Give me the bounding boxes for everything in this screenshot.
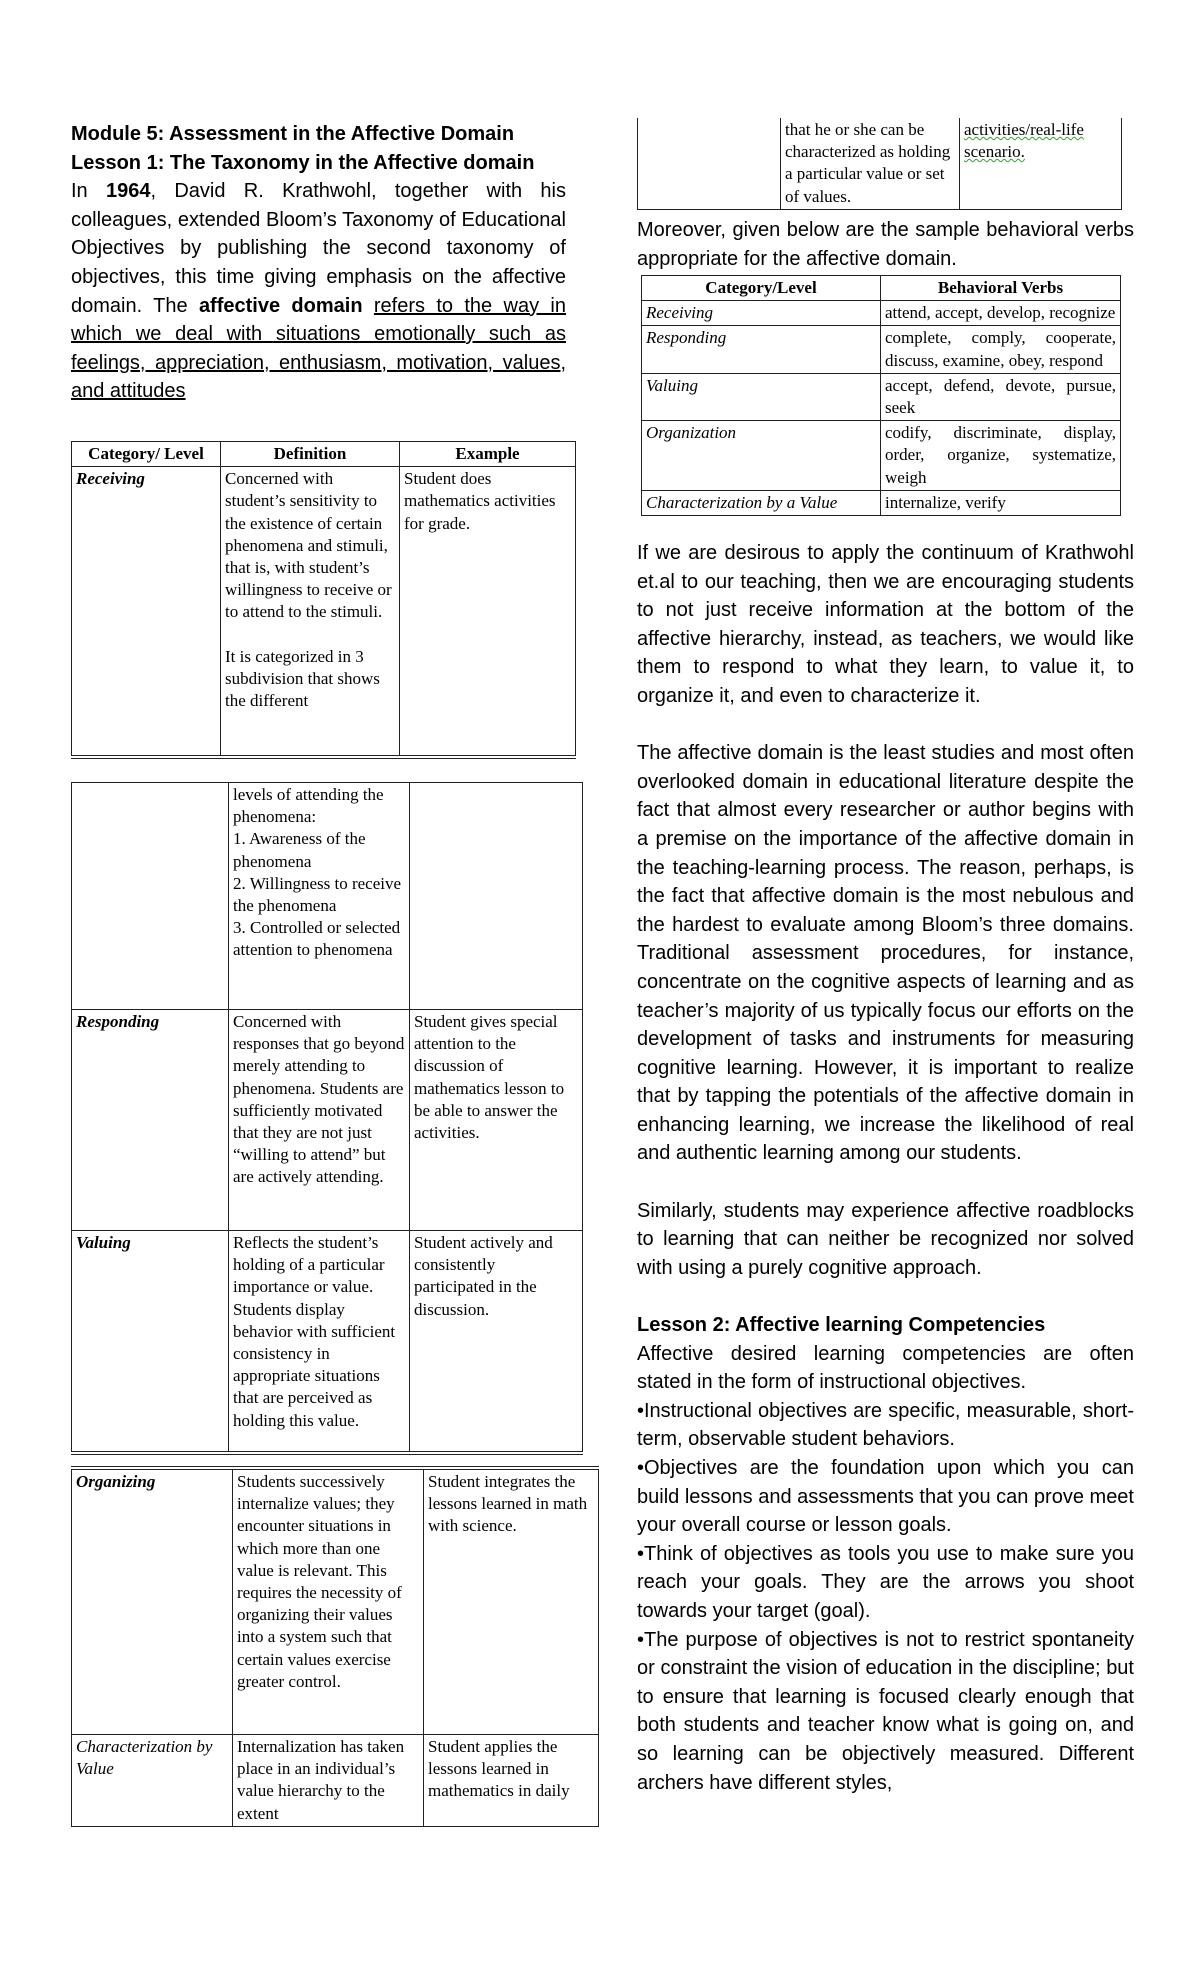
example-characterization: Student applies the lessons learned in mathematics in daily bbox=[424, 1735, 599, 1827]
bullet-2: •Objectives are the foundation upon which you can build lessons and assessments that you can prove meet your overall course or lesson goals. bbox=[637, 1457, 1134, 1537]
example-characterization-cont-text: activities/real-life scenario. bbox=[964, 120, 1084, 162]
verbs-responding: complete, comply, cooperate, discuss, examine, obey, respond bbox=[881, 326, 1121, 373]
verbs-category-organization: Organization bbox=[642, 421, 881, 491]
category-empty-cont bbox=[638, 118, 781, 209]
verbs-table bbox=[641, 275, 1121, 516]
verbs-category-characterization: Characterization by a Value bbox=[642, 490, 881, 515]
verbs-row bbox=[642, 301, 1121, 326]
taxonomy-table-continuation bbox=[637, 118, 1122, 210]
intro-underline: refers to the way in which we deal with situations emotionally such as feelings, appreciation, enthusiasm, motivation, values, and attitudes bbox=[71, 294, 566, 403]
definition-receiving-cont bbox=[229, 783, 410, 1010]
category-organizing: Organizing bbox=[72, 1468, 233, 1735]
receiving-item-1: 1. Awareness of the phenomena bbox=[233, 829, 366, 871]
table-row-characterization-cont bbox=[638, 118, 1122, 209]
definition-organizing-text: Students successively internalize values; they encounter situations in which more than one value is relevant. This requires the necessity of organizing their values into a system such that certain values exercise greater control. bbox=[237, 1472, 402, 1691]
module-title: Module 5: Assessment in the Affective Domain bbox=[71, 123, 515, 145]
verbs-characterization: internalize, verify bbox=[881, 490, 1121, 515]
verbs-header-category: Category/Level bbox=[642, 276, 881, 301]
definition-characterization: Internalization has taken place in an individual’s value hierarchy to the extent bbox=[233, 1735, 424, 1827]
intro-paragraph bbox=[71, 177, 566, 406]
least-studied-paragraph: The affective domain is the least studies and most often overlooked domain in educational literature despite the fact that almost every researcher or author begins with a premise on the importance of the affective domain in the teaching-learning process. The reason, perhaps, is the fact that affective domain is the most nebulous and the hardest to evaluate among Bloom’s three domains. Traditional assessment procedures, for instance, concentrate on the cognitive aspects of learning and as teacher’s majority of us typically focus our efforts on the development of tasks and instruments for measuring cognitive learning. However, it is important to realize that by tapping the potentials of the affective domain in enhancing learning, we increase the likelihood of real and authentic learning among our students. bbox=[637, 742, 1134, 1165]
verbs-intro: Moreover, given below are the sample behavioral verbs appropriate for the affective domain. bbox=[637, 219, 1134, 270]
receiving-cont-text: levels of attending the phenomena: bbox=[233, 785, 384, 827]
bullet-1: •Instructional objectives are specific, measurable, short- term, observable student behaviors. bbox=[637, 1399, 1134, 1451]
verbs-row bbox=[642, 373, 1121, 420]
receiving-item-3: 3. Controlled or selected attention to phenomena bbox=[233, 918, 401, 960]
roadblocks-paragraph: Similarly, students may experience affective roadblocks to learning that can neither be recognized nor solved with using a purely cognitive approach. bbox=[637, 1199, 1134, 1279]
table-row-receiving-cont bbox=[72, 783, 583, 1010]
verbs-header-row bbox=[642, 276, 1121, 301]
definition-responding: Concerned with responses that go beyond merely attending to phenomena. Students are sufficiently motivated that they are not just “willing to attend” but are actively attending. bbox=[229, 1010, 410, 1231]
lesson1-title: Lesson 1: The Taxonomy in the Affective domain bbox=[71, 151, 535, 174]
definition-organizing bbox=[233, 1468, 424, 1735]
example-responding: Student gives special attention to the discussion of mathematics lesson to be able to answer the activities. bbox=[410, 1010, 583, 1231]
verbs-valuing: accept, defend, devote, pursue, seek bbox=[881, 373, 1121, 420]
taxonomy-table-part1 bbox=[71, 441, 576, 759]
intro-mid: , David R. Krathwohl, together with his colleagues, extended Bloom’s Taxonomy of Educational Objectives by publishing the second taxonomy of objectives, this time giving emphasis on the affective domain. The bbox=[71, 180, 566, 317]
category-receiving: Receiving bbox=[72, 467, 221, 758]
header-example: Example bbox=[400, 442, 576, 467]
bullet-4: •The purpose of objectives is not to restrict spontaneity or constraint the vision of education in the discipline; but to ensure that learning is focused clearly enough that both students and teacher know what is going on, and so learning can be objectively measured. Different archers have different styles, bbox=[637, 1628, 1134, 1794]
example-receiving: Student does mathematics activities for grade. bbox=[400, 467, 576, 758]
category-characterization: Characterization by Value bbox=[72, 1735, 233, 1827]
example-valuing: Student actively and consistently participated in the discussion. bbox=[410, 1231, 583, 1454]
header-definition: Definition bbox=[221, 442, 400, 467]
verbs-receiving: attend, accept, develop, recognize bbox=[881, 301, 1121, 326]
example-characterization-cont bbox=[960, 118, 1122, 209]
category-empty bbox=[72, 783, 229, 1010]
category-valuing: Valuing bbox=[72, 1231, 229, 1454]
verbs-category-responding: Responding bbox=[642, 326, 881, 373]
category-responding: Responding bbox=[72, 1010, 229, 1231]
example-empty bbox=[410, 783, 583, 1010]
definition-receiving-2: It is categorized in 3 subdivision that shows the different bbox=[225, 646, 380, 711]
intro-pre: In bbox=[71, 180, 106, 203]
header-category: Category/ Level bbox=[72, 442, 221, 467]
verbs-organization: codify, discriminate, display, order, organize, systematize, weigh bbox=[881, 421, 1121, 491]
example-organizing: Student integrates the lessons learned in math with science. bbox=[424, 1468, 599, 1735]
table-row-valuing bbox=[72, 1231, 583, 1454]
left-column bbox=[71, 120, 566, 406]
table-row-organizing bbox=[72, 1468, 599, 1735]
lesson2-title: Lesson 2: Affective learning Competencies bbox=[637, 1314, 1046, 1337]
definition-valuing: Reflects the student’s holding of a particular importance or value. Students display behavior with sufficient consistency in appropriate situations that are perceived as holding this value. bbox=[229, 1231, 410, 1454]
lesson2-intro: Affective desired learning competencies are often stated in the form of instructional objectives. bbox=[637, 1342, 1134, 1394]
taxonomy-table-part2 bbox=[71, 782, 583, 1455]
verbs-row bbox=[642, 490, 1121, 515]
verbs-category-receiving: Receiving bbox=[642, 301, 881, 326]
verbs-category-valuing: Valuing bbox=[642, 373, 881, 420]
table-row-receiving bbox=[72, 467, 576, 758]
definition-receiving-1: Concerned with student’s sensitivity to the existence of certain phenomena and stimuli, that is, with student’s willingness to receive or to attend to the stimuli. bbox=[225, 469, 392, 622]
taxonomy-table-part3 bbox=[71, 1466, 599, 1827]
receiving-item-2: 2. Willingness to receive the phenomena bbox=[233, 873, 402, 916]
verbs-header-verbs: Behavioral Verbs bbox=[881, 276, 1121, 301]
verbs-row bbox=[642, 421, 1121, 491]
definition-characterization-cont: that he or she can be characterized as holding a particular value or set of values. bbox=[781, 118, 960, 209]
table-header-row bbox=[72, 442, 576, 467]
table-row-characterization bbox=[72, 1735, 599, 1827]
table-row-responding bbox=[72, 1010, 583, 1231]
continuum-paragraph: If we are desirous to apply the continuum of Krathwohl et.al to our teaching, then we are encouraging students to not just receive information at the bottom of the affective hierarchy, instead, as teachers, we would like them to respond to what they learn, to value it, to organize it, and even to characterize it. bbox=[637, 542, 1134, 707]
intro-year: 1964 bbox=[105, 180, 151, 203]
intro-bold: affective domain bbox=[198, 294, 363, 317]
bullet-3: •Think of objectives as tools you use to make sure you reach your goals. They are the arrows you shoot towards your target (goal). bbox=[637, 1542, 1134, 1622]
right-column-body bbox=[637, 539, 1134, 1797]
definition-receiving bbox=[221, 467, 400, 758]
verbs-row bbox=[642, 326, 1121, 373]
